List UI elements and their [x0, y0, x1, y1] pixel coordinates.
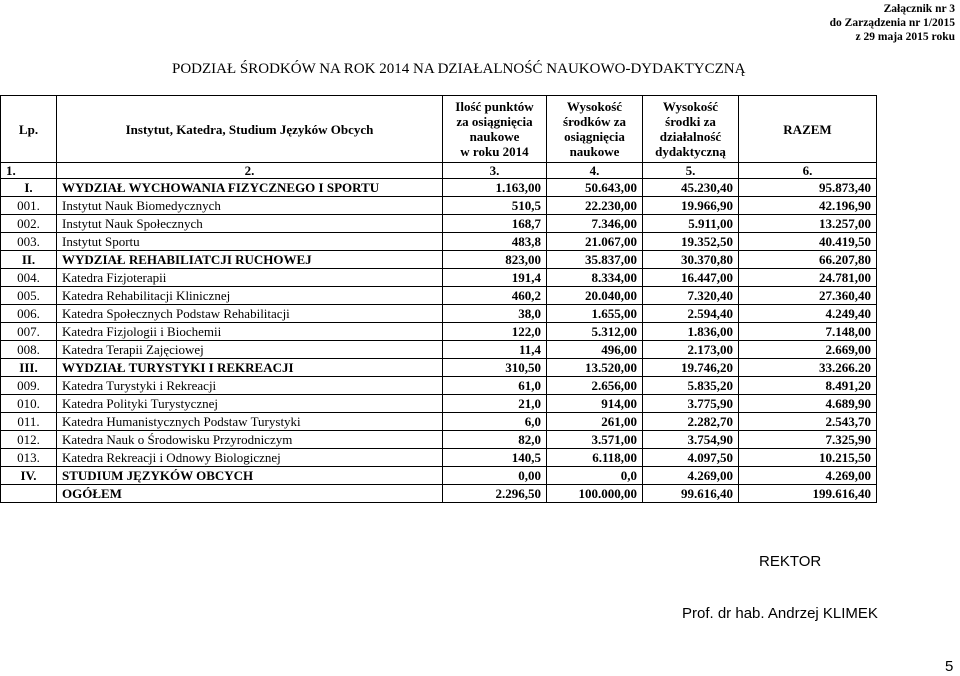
row-name: Katedra Turystyki i Rekreacji — [57, 377, 443, 395]
row-lp: 006. — [1, 305, 57, 323]
row-points: 2.296,50 — [443, 485, 547, 503]
row-points: 460,2 — [443, 287, 547, 305]
row-total: 33.266.20 — [739, 359, 877, 377]
row-name: Instytut Nauk Biomedycznych — [57, 197, 443, 215]
row-research-funds: 100.000,00 — [547, 485, 643, 503]
row-total: 27.360,40 — [739, 287, 877, 305]
row-lp: 011. — [1, 413, 57, 431]
row-name: Instytut Sportu — [57, 233, 443, 251]
document-title: PODZIAŁ ŚRODKÓW NA ROK 2014 NA DZIAŁALNOŚĆ NAUKOWO-DYDAKTYCZNĄ — [172, 61, 746, 77]
row-research-funds: 1.655,00 — [547, 305, 643, 323]
row-lp: I. — [1, 179, 57, 197]
row-points: 1.163,00 — [443, 179, 547, 197]
header-unit: Instytut, Katedra, Studium Języków Obcych — [57, 96, 443, 163]
header-lp: Lp. — [1, 96, 57, 163]
row-name: WYDZIAŁ WYCHOWANIA FIZYCZNEGO I SPORTU — [57, 179, 443, 197]
row-total: 24.781,00 — [739, 269, 877, 287]
row-points: 21,0 — [443, 395, 547, 413]
col-number: 2. — [57, 163, 443, 179]
row-research-funds: 2.656,00 — [547, 377, 643, 395]
row-lp: 010. — [1, 395, 57, 413]
row-points: 38,0 — [443, 305, 547, 323]
row-points: 310,50 — [443, 359, 547, 377]
row-teaching-funds: 16.447,00 — [643, 269, 739, 287]
row-lp — [1, 485, 57, 503]
row-teaching-funds: 19.746,20 — [643, 359, 739, 377]
row-points: 168,7 — [443, 215, 547, 233]
row-teaching-funds: 30.370,80 — [643, 251, 739, 269]
row-research-funds: 13.520,00 — [547, 359, 643, 377]
header-total: RAZEM — [739, 96, 877, 163]
row-lp: 009. — [1, 377, 57, 395]
row-research-funds: 496,00 — [547, 341, 643, 359]
row-total: 10.215,50 — [739, 449, 877, 467]
row-name: Katedra Terapii Zajęciowej — [57, 341, 443, 359]
row-lp: IV. — [1, 467, 57, 485]
row-points: 82,0 — [443, 431, 547, 449]
row-research-funds: 261,00 — [547, 413, 643, 431]
row-points: 483,8 — [443, 233, 547, 251]
row-teaching-funds: 2.594,40 — [643, 305, 739, 323]
row-points: 122,0 — [443, 323, 547, 341]
annex-line-3: z 29 maja 2015 roku — [855, 31, 955, 43]
table-row — [1, 431, 877, 449]
row-name: OGÓŁEM — [57, 485, 443, 503]
table-row — [1, 395, 877, 413]
row-points: 0,00 — [443, 467, 547, 485]
row-points: 6,0 — [443, 413, 547, 431]
row-total: 7.148,00 — [739, 323, 877, 341]
row-name: Katedra Rekreacji i Odnowy Biologicznej — [57, 449, 443, 467]
table-row — [1, 449, 877, 467]
row-teaching-funds: 1.836,00 — [643, 323, 739, 341]
row-teaching-funds: 7.320,40 — [643, 287, 739, 305]
table-row — [1, 287, 877, 305]
header-funds-teaching: Wysokość środki za działalność dydaktyczną — [643, 96, 739, 163]
row-total: 42.196,90 — [739, 197, 877, 215]
row-total: 4.249,40 — [739, 305, 877, 323]
allocation-table — [0, 95, 877, 503]
annex-line-2: do Zarządzenia nr 1/2015 — [829, 17, 955, 29]
row-teaching-funds: 3.775,90 — [643, 395, 739, 413]
row-teaching-funds: 4.269,00 — [643, 467, 739, 485]
row-lp: 007. — [1, 323, 57, 341]
table-row — [1, 413, 877, 431]
row-lp: 003. — [1, 233, 57, 251]
col-number: 5. — [643, 163, 739, 179]
table-row — [1, 215, 877, 233]
row-research-funds: 35.837,00 — [547, 251, 643, 269]
row-name: WYDZIAŁ TURYSTYKI I REKREACJI — [57, 359, 443, 377]
row-total: 7.325,90 — [739, 431, 877, 449]
row-lp: 005. — [1, 287, 57, 305]
row-name: Katedra Fizjoterapii — [57, 269, 443, 287]
row-teaching-funds: 19.352,50 — [643, 233, 739, 251]
table-row — [1, 269, 877, 287]
row-research-funds: 21.067,00 — [547, 233, 643, 251]
row-total: 2.669,00 — [739, 341, 877, 359]
table-row — [1, 233, 877, 251]
row-teaching-funds: 5.911,00 — [643, 215, 739, 233]
row-total: 8.491,20 — [739, 377, 877, 395]
row-name: WYDZIAŁ REHABILIATCJI RUCHOWEJ — [57, 251, 443, 269]
row-research-funds: 914,00 — [547, 395, 643, 413]
row-points: 61,0 — [443, 377, 547, 395]
row-name: Katedra Fizjologii i Biochemii — [57, 323, 443, 341]
signature-role: REKTOR — [759, 553, 822, 570]
row-total: 13.257,00 — [739, 215, 877, 233]
row-points: 823,00 — [443, 251, 547, 269]
row-total: 2.543,70 — [739, 413, 877, 431]
row-research-funds: 20.040,00 — [547, 287, 643, 305]
table-row — [1, 341, 877, 359]
col-number: 1. — [1, 163, 57, 179]
row-lp: 008. — [1, 341, 57, 359]
annex-note — [830, 2, 955, 44]
row-teaching-funds: 45.230,40 — [643, 179, 739, 197]
row-research-funds: 3.571,00 — [547, 431, 643, 449]
row-research-funds: 22.230,00 — [547, 197, 643, 215]
row-lp: 002. — [1, 215, 57, 233]
row-research-funds: 6.118,00 — [547, 449, 643, 467]
signature-name: Prof. dr hab. Andrzej KLIMEK — [682, 605, 878, 622]
row-name: Katedra Nauk o Środowisku Przyrodniczym — [57, 431, 443, 449]
row-total: 4.269,00 — [739, 467, 877, 485]
col-number: 4. — [547, 163, 643, 179]
row-lp: 001. — [1, 197, 57, 215]
row-name: Katedra Społecznych Podstaw Rehabilitacji — [57, 305, 443, 323]
row-total: 199.616,40 — [739, 485, 877, 503]
row-teaching-funds: 2.282,70 — [643, 413, 739, 431]
row-total: 4.689,90 — [739, 395, 877, 413]
row-research-funds: 7.346,00 — [547, 215, 643, 233]
row-lp: 013. — [1, 449, 57, 467]
row-research-funds: 0,0 — [547, 467, 643, 485]
row-teaching-funds: 5.835,20 — [643, 377, 739, 395]
table-row — [1, 323, 877, 341]
row-teaching-funds: 3.754,90 — [643, 431, 739, 449]
row-points: 140,5 — [443, 449, 547, 467]
col-number: 3. — [443, 163, 547, 179]
row-name: Katedra Polityki Turystycznej — [57, 395, 443, 413]
table-row — [1, 377, 877, 395]
row-name: STUDIUM JĘZYKÓW OBCYCH — [57, 467, 443, 485]
row-research-funds: 5.312,00 — [547, 323, 643, 341]
row-research-funds: 8.334,00 — [547, 269, 643, 287]
row-teaching-funds: 2.173,00 — [643, 341, 739, 359]
row-name: Instytut Nauk Społecznych — [57, 215, 443, 233]
section-row — [1, 251, 877, 269]
row-total: 40.419,50 — [739, 233, 877, 251]
row-teaching-funds: 19.966,90 — [643, 197, 739, 215]
section-row — [1, 485, 877, 503]
table-body — [1, 179, 877, 503]
row-total: 95.873,40 — [739, 179, 877, 197]
row-name: Katedra Rehabilitacji Klinicznej — [57, 287, 443, 305]
row-lp: 012. — [1, 431, 57, 449]
row-total: 66.207,80 — [739, 251, 877, 269]
section-row — [1, 467, 877, 485]
header-funds-research: Wysokość środków za osiągnięcia naukowe — [547, 96, 643, 163]
row-name: Katedra Humanistycznych Podstaw Turystyki — [57, 413, 443, 431]
row-research-funds: 50.643,00 — [547, 179, 643, 197]
row-lp: 004. — [1, 269, 57, 287]
table-row — [1, 197, 877, 215]
row-points: 510,5 — [443, 197, 547, 215]
header-points: Ilość punktów za osiągnięcia naukowe w roku 2014 — [443, 96, 547, 163]
row-points: 191,4 — [443, 269, 547, 287]
row-teaching-funds: 99.616,40 — [643, 485, 739, 503]
row-lp: II. — [1, 251, 57, 269]
annex-line-1: Załącznik nr 3 — [883, 3, 955, 15]
section-row — [1, 179, 877, 197]
page-number: 5 — [945, 658, 954, 675]
section-row — [1, 359, 877, 377]
col-number: 6. — [739, 163, 877, 179]
row-teaching-funds: 4.097,50 — [643, 449, 739, 467]
table-row — [1, 305, 877, 323]
row-lp: III. — [1, 359, 57, 377]
row-points: 11,4 — [443, 341, 547, 359]
